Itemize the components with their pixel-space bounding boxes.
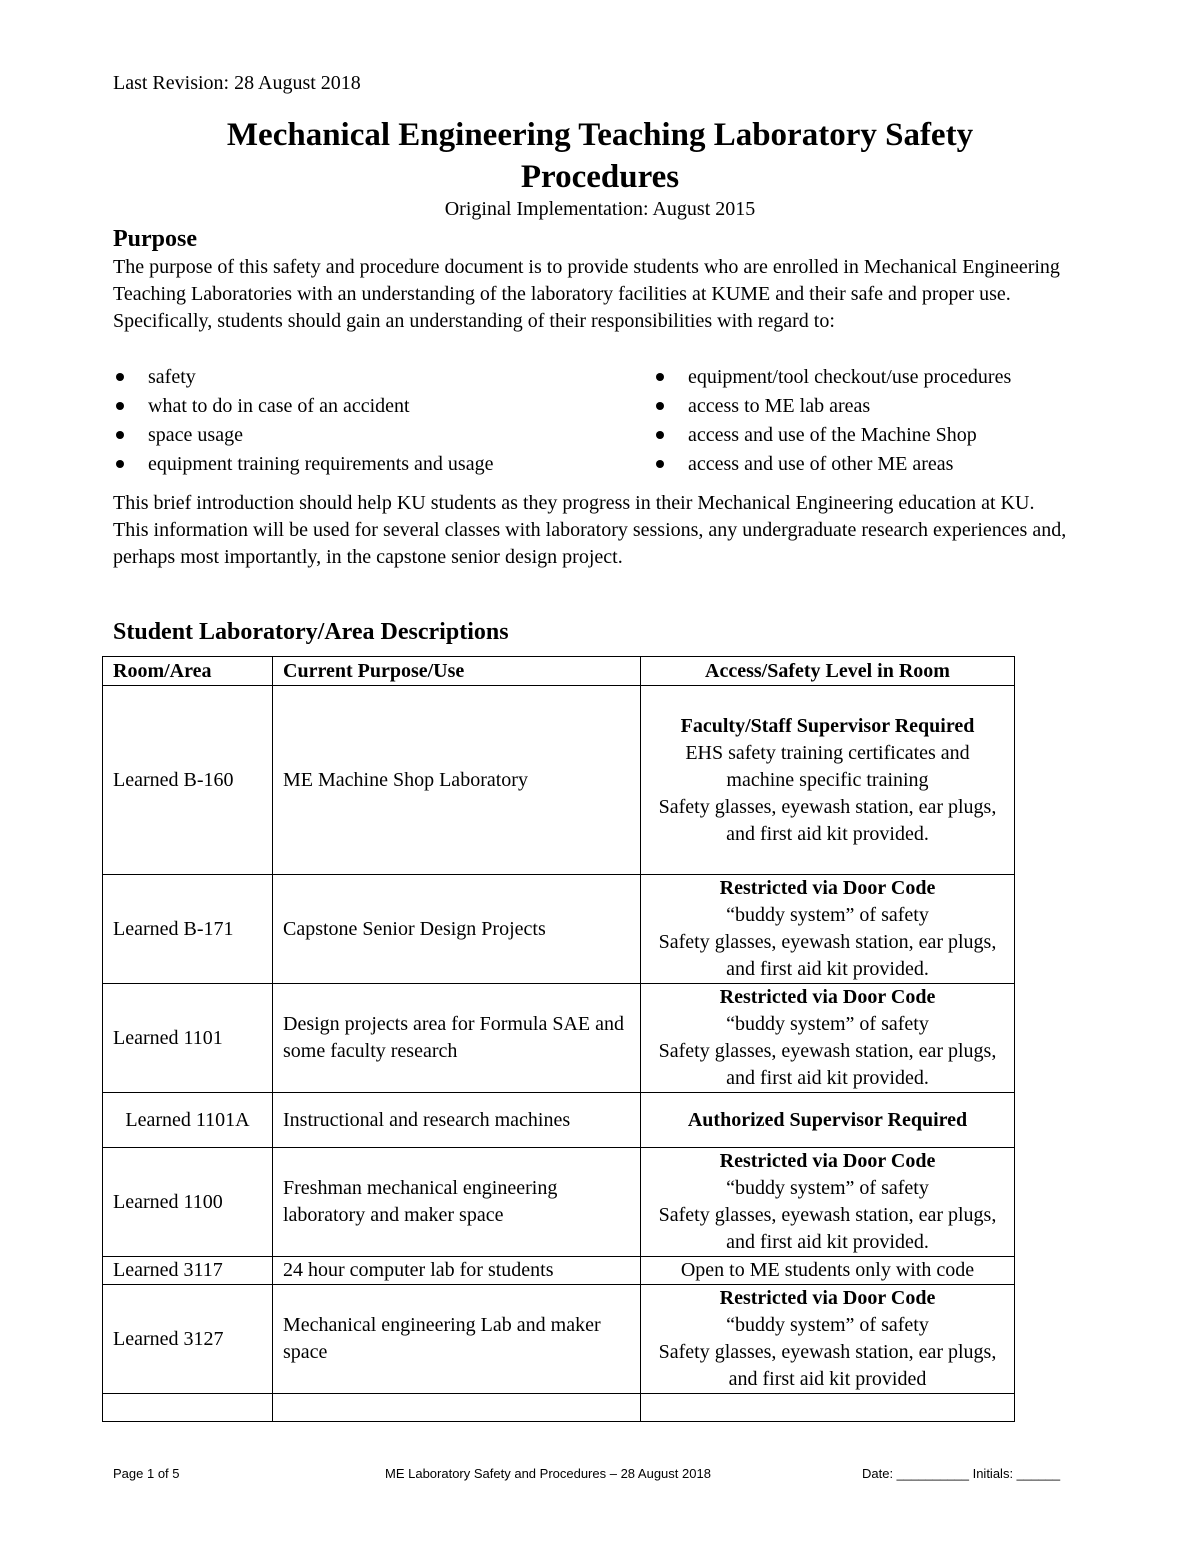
table-row [103,1285,1015,1394]
purpose-cell: Freshman mechanical engineering laboratory and maker space [273,1148,641,1257]
empty-cell [103,1394,273,1422]
purpose-closing: This brief introduction should help KU students as they progress in their Mechanical Engineering education at KU. This information will be used for several classes with laboratory sessions, any undergraduate research experiences and, perhaps most importantly, in the capstone senior design project. [113,492,1067,568]
bullet-icon [116,431,124,439]
column-header-access: Access/Safety Level in Room [641,657,1015,686]
original-implementation: Original Implementation: August 2015 [444,198,756,220]
access-detail: Safety glasses, eyewash station, ear plugs, and first aid kit provided. [658,1040,997,1089]
access-cell [641,984,1015,1093]
room-cell: Learned 3127 [103,1285,273,1394]
table-row [103,875,1015,984]
empty-cell [641,1394,1015,1422]
access-cell [641,686,1015,875]
purpose-cell: 24 hour computer lab for students [273,1257,641,1285]
list-item: what to do in case of an accident [113,392,643,421]
purpose-cell: Instructional and research machines [273,1093,641,1148]
bullet-icon [656,402,664,410]
bullet-icon [656,431,664,439]
access-level: Restricted via Door Code [719,877,936,899]
access-detail: EHS safety training certificates and machine specific training [685,741,970,791]
access-cell [641,1257,1015,1285]
last-revision: Last Revision: 28 August 2018 [113,72,361,94]
access-detail: Safety glasses, eyewash station, ear plugs, and first aid kit provided. [658,795,997,845]
list-item: access and use of the Machine Shop [653,421,1093,450]
bullet-icon [656,373,664,381]
column-header-purpose: Current Purpose/Use [273,657,641,686]
list-item: safety [113,363,643,392]
bullet-icon [116,402,124,410]
footer-page-number: Page 1 of 5 [113,1466,180,1481]
table-row [103,984,1015,1093]
access-detail: “buddy system” of safety [726,1013,929,1035]
bullet-column-left [113,363,643,479]
purpose-cell: Design projects area for Formula SAE and some faculty research [273,984,641,1093]
room-cell: Learned B-160 [103,686,273,875]
room-cell: Learned 1101A [103,1093,273,1148]
access-level: Authorized Supervisor Required [687,1108,968,1131]
title-line-1: Mechanical Engineering Teaching Laboratory Safety [226,117,974,153]
list-item: access to ME lab areas [653,392,1093,421]
access-cell [641,875,1015,984]
bullet-icon [116,460,124,468]
bullet-icon [116,373,124,381]
page-title [100,114,1100,198]
purpose-heading: Purpose [113,226,197,252]
purpose-intro: The purpose of this safety and procedure document is to provide students who are enrolled in Mechanical Engineering Teaching Laboratories with an understanding of the laboratory facilities at KUME and their safe and proper use. Specifically, students should gain an understanding of their responsibilities with regard to: [113,256,1060,332]
access-level: Restricted via Door Code [719,1150,936,1172]
bullet-column-right [653,363,1093,479]
list-item: equipment/tool checkout/use procedures [653,363,1093,392]
purpose-cell: Mechanical engineering Lab and maker space [273,1285,641,1394]
footer-date-initials: Date: __________ Initials: ______ [862,1466,1061,1481]
table-row-empty [103,1394,1015,1422]
access-cell [641,1285,1015,1394]
access-detail: “buddy system” of safety [726,1314,929,1336]
footer-document-title: ME Laboratory Safety and Procedures – 28 August 2018 [385,1466,711,1481]
table-row [103,1257,1015,1285]
table-row [103,1148,1015,1257]
access-detail: Safety glasses, eyewash station, ear plugs, and first aid kit provided. [658,931,997,980]
access-cell [641,1148,1015,1257]
purpose-cell: Capstone Senior Design Projects [273,875,641,984]
bullet-icon [656,460,664,468]
access-detail: Safety glasses, eyewash station, ear plugs, and first aid kit provided [658,1341,997,1390]
title-line-2: Procedures [520,159,680,195]
room-cell: Learned 3117 [103,1257,273,1285]
column-header-room: Room/Area [103,657,273,686]
access-detail: “buddy system” of safety [726,1177,929,1199]
access-level: Restricted via Door Code [719,986,936,1008]
room-cell: Learned 1100 [103,1148,273,1257]
descriptions-heading: Student Laboratory/Area Descriptions [113,619,509,645]
list-item: space usage [113,421,643,450]
room-cell: Learned 1101 [103,984,273,1093]
list-item: equipment training requirements and usage [113,450,643,479]
lab-areas-table [102,656,1015,1422]
table-row [103,686,1015,875]
access-detail: “buddy system” of safety [726,904,929,926]
access-level: Restricted via Door Code [719,1287,936,1309]
access-detail: Open to ME students only with code [680,1259,975,1281]
table-header-row [103,657,1015,686]
purpose-cell: ME Machine Shop Laboratory [273,686,641,875]
list-item: access and use of other ME areas [653,450,1093,479]
access-detail: Safety glasses, eyewash station, ear plugs, and first aid kit provided. [658,1204,997,1253]
room-cell: Learned B-171 [103,875,273,984]
access-level: Faculty/Staff Supervisor Required [680,714,975,737]
empty-cell [273,1394,641,1422]
access-cell [641,1093,1015,1148]
table-row [103,1093,1015,1148]
